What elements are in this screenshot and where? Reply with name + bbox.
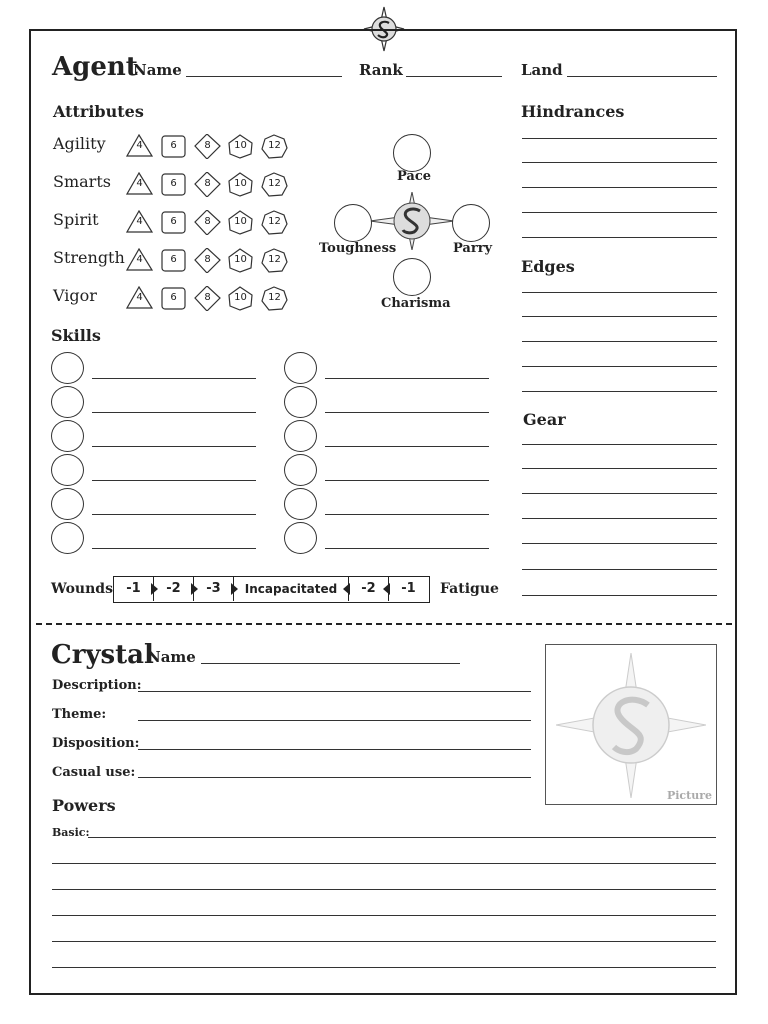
- power-line[interactable]: [52, 863, 716, 864]
- crystal-name-label: Name: [147, 648, 196, 666]
- die-d10-icon[interactable]: [227, 248, 254, 273]
- skill-name-line[interactable]: [92, 480, 256, 481]
- edges-heading: Edges: [521, 257, 575, 276]
- power-line[interactable]: [52, 889, 716, 890]
- arrow-right-icon: [231, 583, 239, 595]
- wound-cell[interactable]: -1: [126, 581, 141, 596]
- die-label: 8: [204, 254, 211, 265]
- toughness-circle[interactable]: [334, 204, 372, 242]
- die-label: 12: [268, 140, 281, 151]
- gear-heading: Gear: [523, 410, 566, 429]
- attribute-name: Spirit: [53, 210, 99, 229]
- skill-die-circle[interactable]: [51, 488, 84, 520]
- toughness-label: Toughness: [319, 241, 397, 256]
- agent-land-field[interactable]: [567, 76, 717, 77]
- skill-name-line[interactable]: [92, 446, 256, 447]
- attribute-name: Strength: [53, 248, 125, 267]
- attribute-name: Agility: [53, 134, 106, 153]
- hindrance-line[interactable]: [522, 187, 717, 188]
- fatigue-label: Fatigue: [440, 581, 499, 597]
- die-label: 8: [204, 178, 211, 189]
- charisma-circle[interactable]: [393, 258, 431, 296]
- gear-line[interactable]: [522, 444, 717, 445]
- edge-line[interactable]: [522, 391, 717, 392]
- die-label: 6: [170, 140, 177, 151]
- theme-label: Theme:: [52, 707, 107, 722]
- skill-die-circle[interactable]: [51, 420, 84, 452]
- die-d10-icon[interactable]: [227, 134, 254, 159]
- die-d4-icon[interactable]: [126, 286, 153, 311]
- wound-cell-incapacitated[interactable]: Incapacitated: [244, 582, 338, 596]
- die-label: 10: [234, 254, 247, 265]
- wound-cell[interactable]: -2: [166, 581, 181, 596]
- skill-name-line[interactable]: [325, 446, 489, 447]
- agent-land-label: Land: [521, 61, 563, 79]
- power-line[interactable]: [52, 915, 716, 916]
- die-d8-icon[interactable]: [194, 248, 221, 273]
- skill-name-line[interactable]: [92, 412, 256, 413]
- die-label: 4: [136, 178, 143, 189]
- attributes-heading: Attributes: [53, 102, 144, 121]
- picture-box[interactable]: [545, 644, 717, 805]
- wounds-label: Wounds: [51, 581, 113, 597]
- arrow-right-icon: [191, 583, 199, 595]
- hindrances-heading: Hindrances: [521, 102, 625, 121]
- attribute-name: Vigor: [53, 286, 97, 305]
- skill-die-circle[interactable]: [51, 352, 84, 384]
- agent-rank-label: Rank: [359, 61, 403, 79]
- gear-line[interactable]: [522, 595, 717, 596]
- die-d4-icon[interactable]: [126, 134, 153, 159]
- die-label: 6: [170, 254, 177, 265]
- hindrance-line[interactable]: [522, 237, 717, 238]
- die-label: 4: [136, 292, 143, 303]
- die-d6-icon[interactable]: [160, 172, 187, 197]
- agent-title: Agent: [52, 52, 138, 82]
- skill-die-circle[interactable]: [284, 454, 317, 486]
- skill-name-line[interactable]: [325, 514, 489, 515]
- gear-line[interactable]: [522, 543, 717, 544]
- die-label: 10: [234, 292, 247, 303]
- die-d12-icon[interactable]: [261, 286, 288, 311]
- skill-die-circle[interactable]: [51, 522, 84, 554]
- section-divider: [36, 623, 732, 625]
- die-d6-icon[interactable]: [160, 134, 187, 159]
- die-label: 12: [268, 254, 281, 265]
- die-label: 6: [170, 178, 177, 189]
- fatigue-cell[interactable]: -2: [361, 581, 376, 596]
- basic-label: Basic:: [52, 826, 90, 839]
- die-label: 10: [234, 140, 247, 151]
- die-d12-icon[interactable]: [261, 172, 288, 197]
- die-d8-icon[interactable]: [194, 134, 221, 159]
- die-d6-icon[interactable]: [160, 248, 187, 273]
- pace-circle[interactable]: [393, 134, 431, 172]
- hindrance-line[interactable]: [522, 138, 717, 139]
- skill-die-circle[interactable]: [284, 420, 317, 452]
- edge-line[interactable]: [522, 366, 717, 367]
- skill-die-circle[interactable]: [284, 352, 317, 384]
- skill-die-circle[interactable]: [284, 522, 317, 554]
- wound-cell[interactable]: -3: [206, 581, 221, 596]
- edge-line[interactable]: [522, 316, 717, 317]
- casual-use-label: Casual use:: [52, 765, 136, 780]
- compass-s-watermark-icon: [556, 653, 706, 798]
- agent-name-field[interactable]: [186, 76, 342, 77]
- die-label: 4: [136, 216, 143, 227]
- crystal-title: Crystal: [51, 640, 154, 670]
- die-label: 12: [268, 292, 281, 303]
- skill-die-circle[interactable]: [284, 488, 317, 520]
- die-d4-icon[interactable]: [126, 248, 153, 273]
- edge-line[interactable]: [522, 292, 717, 293]
- charisma-label: Charisma: [381, 296, 451, 311]
- theme-field[interactable]: [138, 720, 531, 721]
- die-label: 12: [268, 178, 281, 189]
- edge-line[interactable]: [522, 341, 717, 342]
- gear-line[interactable]: [522, 468, 717, 469]
- power-line[interactable]: [52, 967, 716, 968]
- attribute-name: Smarts: [53, 172, 111, 191]
- skill-name-line[interactable]: [92, 378, 256, 379]
- die-label: 6: [170, 292, 177, 303]
- die-d6-icon[interactable]: [160, 210, 187, 235]
- die-d10-icon[interactable]: [227, 172, 254, 197]
- skill-name-line[interactable]: [92, 548, 256, 549]
- die-d8-icon[interactable]: [194, 286, 221, 311]
- skill-name-line[interactable]: [92, 514, 256, 515]
- arrow-left-icon: [343, 583, 351, 595]
- die-label: 4: [136, 140, 143, 151]
- die-d8-icon[interactable]: [194, 172, 221, 197]
- agent-name-label: Name: [133, 61, 182, 79]
- skills-heading: Skills: [51, 326, 101, 345]
- die-d4-icon[interactable]: [126, 210, 153, 235]
- die-d10-icon[interactable]: [227, 286, 254, 311]
- die-label: 8: [204, 292, 211, 303]
- die-label: 6: [170, 216, 177, 227]
- die-d8-icon[interactable]: [194, 210, 221, 235]
- picture-label: Picture: [666, 789, 712, 802]
- die-d12-icon[interactable]: [261, 248, 288, 273]
- basic-power-field[interactable]: [88, 837, 716, 838]
- crystal-name-field[interactable]: [201, 663, 460, 664]
- description-field[interactable]: [138, 691, 531, 692]
- fatigue-cell[interactable]: -1: [401, 581, 416, 596]
- arrow-right-icon: [151, 583, 159, 595]
- die-d12-icon[interactable]: [261, 134, 288, 159]
- wounds-track: [113, 576, 430, 603]
- skill-name-line[interactable]: [325, 412, 489, 413]
- skill-die-circle[interactable]: [51, 454, 84, 486]
- die-d10-icon[interactable]: [227, 210, 254, 235]
- powers-heading: Powers: [52, 796, 116, 815]
- die-label: 4: [136, 254, 143, 265]
- parry-label: Parry: [453, 241, 493, 256]
- die-label: 12: [268, 216, 281, 227]
- skill-name-line[interactable]: [325, 480, 489, 481]
- skill-name-line[interactable]: [325, 378, 489, 379]
- parry-circle[interactable]: [452, 204, 490, 242]
- skill-name-line[interactable]: [325, 548, 489, 549]
- agent-rank-field[interactable]: [406, 76, 502, 77]
- hindrance-line[interactable]: [522, 162, 717, 163]
- gear-line[interactable]: [522, 493, 717, 494]
- die-label: 8: [204, 140, 211, 151]
- skill-die-circle[interactable]: [51, 386, 84, 418]
- description-label: Description:: [52, 678, 142, 693]
- hindrance-line[interactable]: [522, 212, 717, 213]
- gear-line[interactable]: [522, 569, 717, 570]
- skill-die-circle[interactable]: [284, 386, 317, 418]
- disposition-label: Disposition:: [52, 736, 140, 751]
- die-label: 10: [234, 178, 247, 189]
- pace-label: Pace: [397, 169, 432, 184]
- casual-use-field[interactable]: [138, 777, 531, 778]
- die-d6-icon[interactable]: [160, 286, 187, 311]
- power-line[interactable]: [52, 941, 716, 942]
- die-d12-icon[interactable]: [261, 210, 288, 235]
- die-d4-icon[interactable]: [126, 172, 153, 197]
- die-label: 8: [204, 216, 211, 227]
- disposition-field[interactable]: [138, 749, 531, 750]
- gear-line[interactable]: [522, 518, 717, 519]
- arrow-left-icon: [383, 583, 391, 595]
- die-label: 10: [234, 216, 247, 227]
